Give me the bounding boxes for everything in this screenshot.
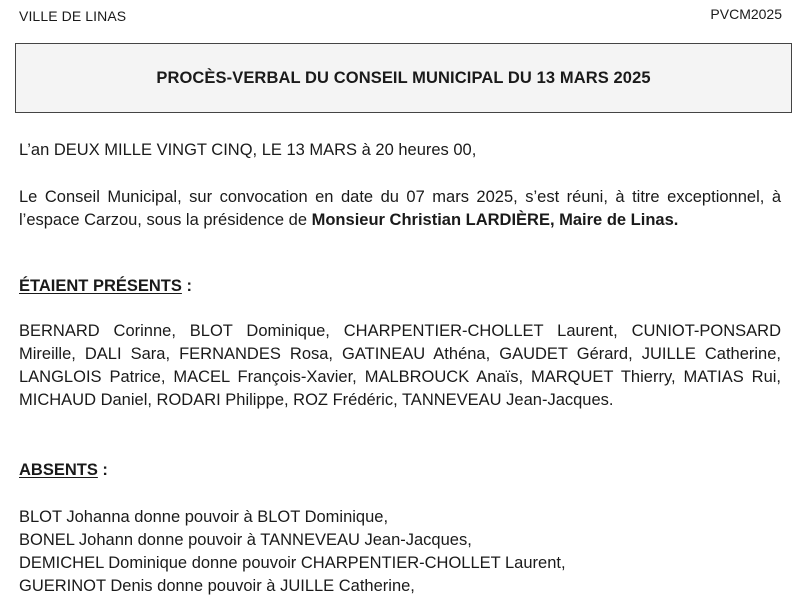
header-reference: PVCM2025 (710, 6, 782, 22)
convocation-text: Le Conseil Municipal, sur convocation en date du 07 mars 2025, s’est réuni, à titre exceptionnel, à l’espace Carzou, sous la présidence de (19, 188, 781, 229)
presents-heading (19, 275, 192, 298)
absents-heading (19, 459, 108, 482)
intro-paragraph: L’an DEUX MILLE VINGT CINQ, LE 13 MARS à 20 heures 00, (19, 141, 477, 159)
president-name: Monsieur Christian LARDIÈRE, Maire de Linas. (311, 211, 679, 229)
absents-list (19, 506, 781, 598)
title-box (15, 43, 792, 113)
absent-line: BLOT Johanna donne pouvoir à BLOT Dominique, (19, 508, 389, 526)
absent-line: GUERINOT Denis donne pouvoir à JUILLE Catherine, (19, 577, 415, 595)
presents-heading-label: ÉTAIENT PRÉSENTS (19, 277, 182, 295)
absent-line: DEMICHEL Dominique donne pouvoir CHARPENTIER-CHOLLET Laurent, (19, 554, 566, 572)
absents-heading-colon: : (97, 461, 108, 479)
absents-heading-label: ABSENTS (19, 461, 98, 479)
document-title: PROCÈS-VERBAL DU CONSEIL MUNICIPAL DU 13 MARS 2025 (156, 68, 651, 87)
presents-list: BERNARD Corinne, BLOT Dominique, CHARPENTIER-CHOLLET Laurent, CUNIOT-PONSARD Mireille, DALI Sara, FERNANDES Rosa, GATINEAU Athéna, GAUDET Gérard, JUILLE Catherine, LANGLOIS Patrice, MACEL François-Xavier, MALBROUCK Anaïs, MARQUET Thierry, MATIAS Rui, MICHAUD Daniel, RODARI Philippe, ROZ Frédéric, TANNEVEAU Jean-Jacques. (19, 322, 781, 409)
absent-line: BONEL Johann donne pouvoir à TANNEVEAU Jean-Jacques, (19, 531, 472, 549)
header-town: VILLE DE LINAS (19, 8, 127, 24)
convocation-paragraph (19, 186, 781, 232)
presents-heading-colon: : (181, 277, 192, 295)
